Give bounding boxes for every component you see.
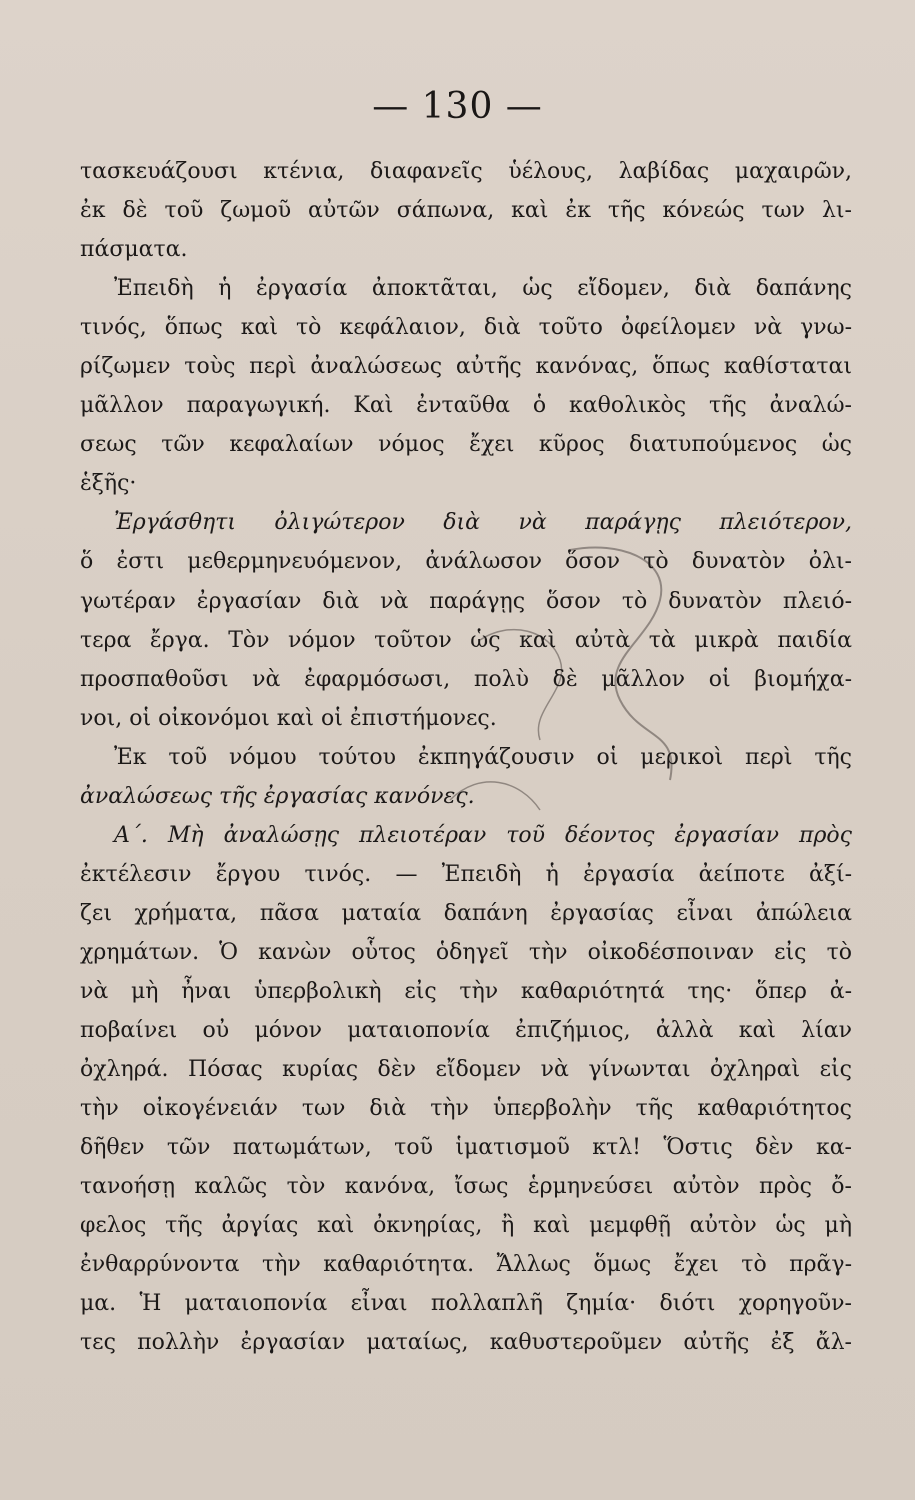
text-line: τες πολλὴν ἐργασίαν ματαίως, καθυστεροῦμεν αὐτῆς ἐξ ἄλ- [80, 1330, 852, 1356]
text-line: ζει χρήματα, πᾶσα ματαία δαπάνη ἐργασίας εἶναι ἀπώλεια [80, 900, 852, 926]
text-line: Ἐργάσθητι ὀλιγώτερον διὰ νὰ παράγῃς πλειότερον, [114, 510, 852, 536]
text-line: ἑξῆς· [80, 471, 137, 497]
text-line: σεως τῶν κεφαλαίων νόμος ἔχει κῦρος διατυπούμενος ὡς [80, 432, 852, 458]
text-line: Α΄. Μὴ ἀναλώσῃς πλειοτέραν τοῦ δέοντος ἐργασίαν πρὸς [114, 822, 852, 848]
text-line: ἐκτέλεσιν ἔργου τινός. — Ἐπειδὴ ἡ ἐργασία ἀείποτε ἀξί- [80, 861, 852, 887]
text-line: ὀχληρά. Πόσας κυρίας δὲν εἴδομεν νὰ γίνωνται ὀχληραὶ εἰς [80, 1057, 852, 1083]
text-line: νοι, οἱ οἰκονόμοι καὶ οἱ ἐπιστήμονες. [80, 705, 497, 731]
text-line: ποβαίνει οὐ μόνον ματαιοπονία ἐπιζήμιος, ἀλλὰ καὶ λίαν [80, 1018, 852, 1044]
text-line: γωτέραν ἐργασίαν διὰ νὰ παράγῃς ὅσον τὸ δυνατὸν πλειό- [80, 588, 852, 614]
text-line: τανοήσῃ καλῶς τὸν κανόνα, ἴσως ἑρμηνεύσει αὐτὸν πρὸς ὄ- [80, 1174, 852, 1200]
text-line: δῆθεν τῶν πατωμάτων, τοῦ ἱματισμοῦ κτλ! Ὅστις δὲν κα- [80, 1135, 852, 1161]
page-number: — 130 — [372, 86, 543, 127]
text-line: χρημάτων. Ὁ κανὼν οὗτος ὁδηγεῖ τὴν οἰκοδέσποιναν εἰς τὸ [80, 939, 852, 965]
text-line: μᾶλλον παραγωγική. Καὶ ἐνταῦθα ὁ καθολικὸς τῆς ἀναλώ- [80, 393, 852, 419]
text-line: ἀναλώσεως τῆς ἐργασίας κανόνες. [80, 783, 475, 809]
text-line: νὰ μὴ ἦναι ὑπερβολικὴ εἰς τὴν καθαριότητά της· ὅπερ ἀ- [80, 978, 852, 1004]
text-line: Ἐκ τοῦ νόμου τούτου ἐκπηγάζουσιν οἱ μερικοὶ περὶ τῆς [114, 744, 852, 770]
text-line: πάσματα. [80, 237, 188, 263]
text-line: ἐκ δὲ τοῦ ζωμοῦ αὐτῶν σάπωνα, καὶ ἐκ τῆς κόνεώς των λι- [80, 198, 852, 224]
text-line: τασκευάζουσι κτένια, διαφανεῖς ὑέλους, λαβίδας μαχαιρῶν, [80, 159, 852, 184]
body-text [80, 152, 852, 1362]
text-line: ὅ ἐστι μεθερμηνευόμενον, ἀνάλωσον ὅσον τὸ δυνατὸν ὀλι- [80, 549, 852, 575]
text-line: μα. Ἡ ματαιοπονία εἶναι πολλαπλῆ ζημία· διότι χορηγοῦν- [80, 1291, 852, 1317]
text-line: Ἐπειδὴ ἡ ἐργασία ἀποκτᾶται, ὡς εἴδομεν, διὰ δαπάνης [114, 276, 852, 302]
text-line: ἐνθαρρύνοντα τὴν καθαριότητα. Ἄλλως ὅμως ἔχει τὸ πρᾶγ- [80, 1252, 852, 1278]
text-line: ρίζωμεν τοὺς περὶ ἀναλώσεως αὐτῆς κανόνας, ὅπως καθίσταται [80, 354, 852, 380]
text-line: τὴν οἰκογένειάν των διὰ τὴν ὑπερβολὴν τῆς καθαριότητος [80, 1096, 852, 1122]
text-line: τινός, ὅπως καὶ τὸ κεφάλαιον, διὰ τοῦτο ὀφείλομεν νὰ γνω- [80, 315, 852, 341]
text-line: προσπαθοῦσι νὰ ἐφαρμόσωσι, πολὺ δὲ μᾶλλον οἱ βιομήχα- [80, 666, 852, 692]
text-line: τερα ἔργα. Τὸν νόμον τοῦτον ὡς καὶ αὐτὰ τὰ μικρὰ παιδία [80, 627, 852, 653]
text-line: φελος τῆς ἀργίας καὶ ὀκνηρίας, ἢ καὶ μεμφθῇ αὐτὸν ὡς μὴ [80, 1213, 852, 1239]
